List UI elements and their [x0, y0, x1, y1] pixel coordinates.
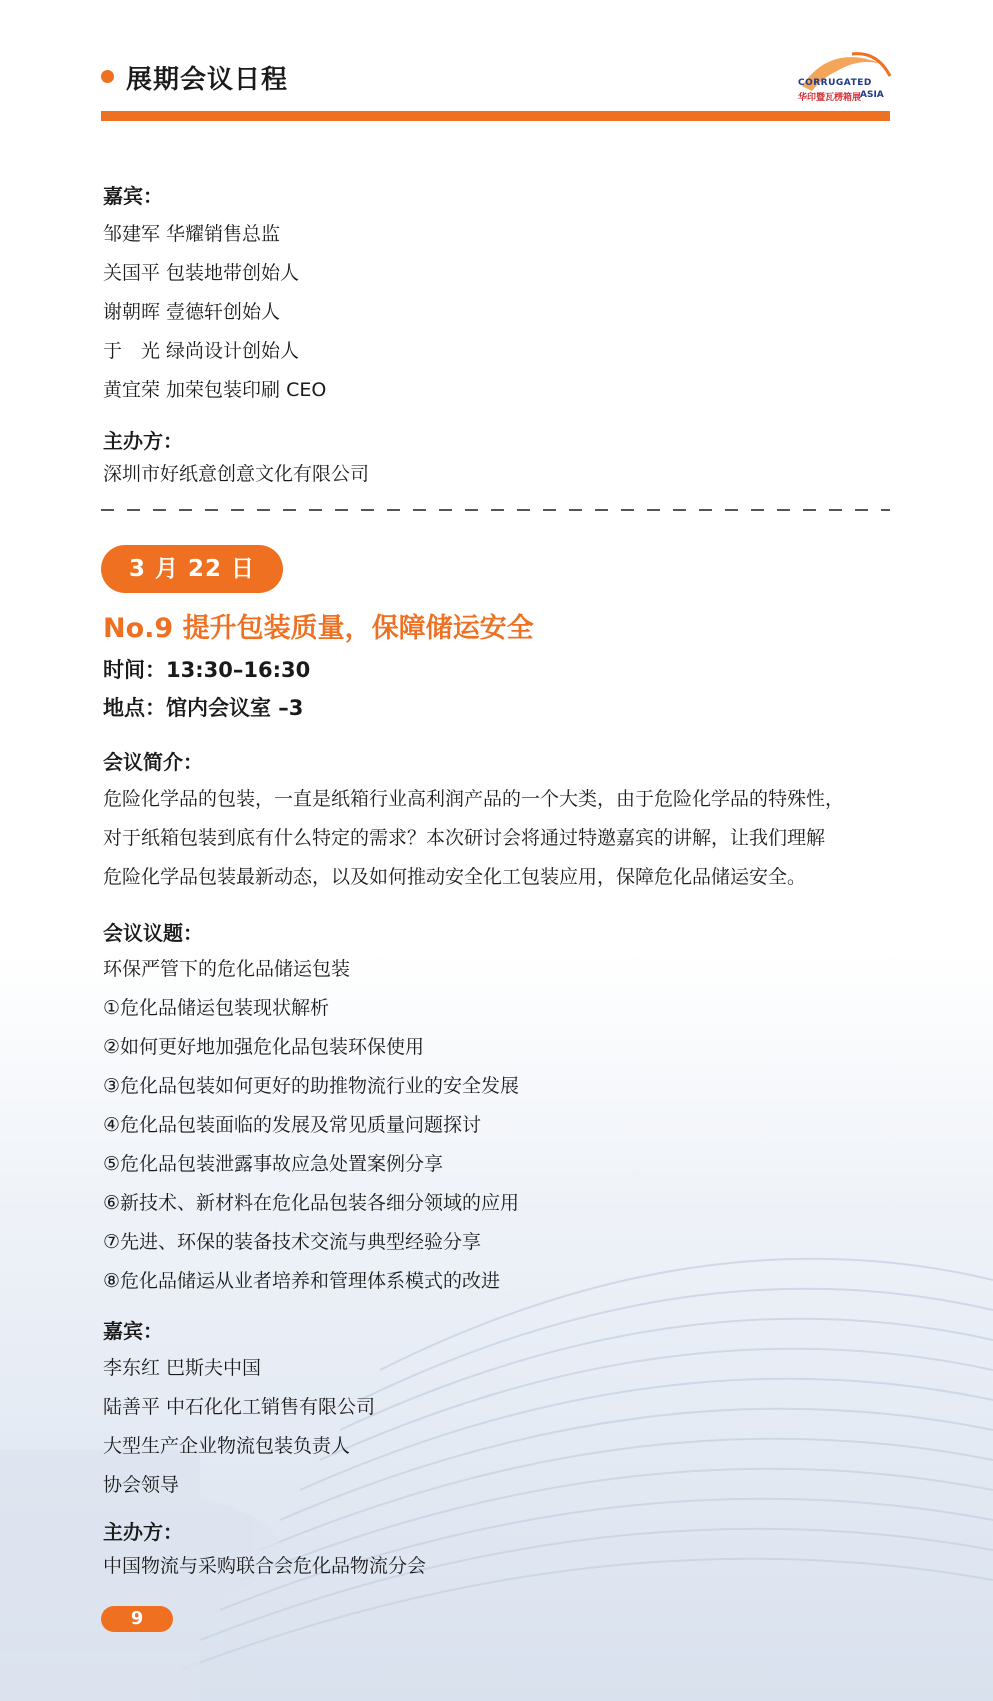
header-title: 展期会议日程: [126, 65, 289, 95]
session-date-badge: 3 月 22 日: [101, 545, 283, 593]
intro-paragraph: [103, 780, 893, 897]
intro-line: 危险化学品的包装，一直是纸箱行业高利润产品的一个大类，由于危险化学品的特殊性，: [103, 788, 845, 810]
guest-item: 黄宜荣 加荣包装印刷 CEO: [103, 379, 327, 401]
topic-item: ④危化品包装面临的发展及常见质量问题探讨: [103, 1114, 482, 1136]
guest-item: 协会领导: [103, 1474, 180, 1496]
section-divider: [101, 509, 890, 511]
logo-text-corrugated: CORRUGATED: [798, 78, 872, 88]
topic-item: ⑥新技术、新材料在危化品包装各细分领域的应用: [103, 1192, 520, 1214]
intro-label: 会议简介：: [103, 750, 203, 774]
organizer-label: 主办方：: [103, 1520, 183, 1544]
topic-item: ②如何更好地加强危化品包装环保使用: [103, 1036, 425, 1058]
prev-guests-list: [103, 215, 326, 410]
guests-list: [103, 1349, 375, 1505]
intro-line: 危险化学品包装最新动态，以及如何推动安全化工包装应用，保障危化品储运安全。: [103, 866, 807, 888]
session-time: 时间：13:30–16:30: [103, 658, 311, 682]
session-location: 地点：馆内会议室 –3: [103, 696, 304, 720]
session-title: No.9 提升包装质量，保障储运安全: [103, 613, 534, 644]
topic-item: ⑤危化品包装泄露事故应急处置案例分享: [103, 1153, 444, 1175]
topic-item: ⑧危化品储运从业者培养和管理体系模式的改进: [103, 1270, 501, 1292]
logo-text-cn: 华印暨瓦楞箱展: [798, 93, 862, 103]
topic-item: ⑦先进、环保的装备技术交流与典型经验分享: [103, 1231, 482, 1253]
page-number-badge: 9: [101, 1606, 173, 1632]
logo-text-asia: ASIA: [860, 90, 884, 100]
topics-label: 会议议题：: [103, 921, 203, 945]
guest-item: 邹建军 华耀销售总监: [103, 223, 281, 245]
guests-label: 嘉宾：: [103, 1319, 163, 1343]
guest-item: 李东红 巴斯夫中国: [103, 1357, 262, 1379]
guest-item: 谢朝晖 壹德轩创始人: [103, 301, 281, 323]
organizer: 中国物流与采购联合会危化品物流分会: [103, 1555, 427, 1577]
topics-list: [103, 950, 519, 1301]
prev-organizer-label: 主办方：: [103, 429, 183, 453]
topic-item: ③危化品包装如何更好的助推物流行业的安全发展: [103, 1075, 520, 1097]
guest-item: 于 光 绿尚设计创始人: [103, 340, 300, 362]
guest-item: 关国平 包装地带创始人: [103, 262, 300, 284]
header-bullet-icon: [101, 70, 114, 83]
intro-line: 对于纸箱包装到底有什么特定的需求？本次研讨会将通过特邀嘉宾的讲解，让我们理解: [103, 827, 826, 849]
prev-guests-label: 嘉宾：: [103, 184, 163, 208]
header-rule: [101, 111, 890, 121]
topic-item: 环保严管下的危化品储运包装: [103, 958, 351, 980]
guest-item: 陆善平 中石化化工销售有限公司: [103, 1396, 376, 1418]
guest-item: 大型生产企业物流包装负责人: [103, 1435, 351, 1457]
topic-item: ①危化品储运包装现状解析: [103, 997, 330, 1019]
prev-organizer: 深圳市好纸意创意文化有限公司: [103, 463, 370, 485]
